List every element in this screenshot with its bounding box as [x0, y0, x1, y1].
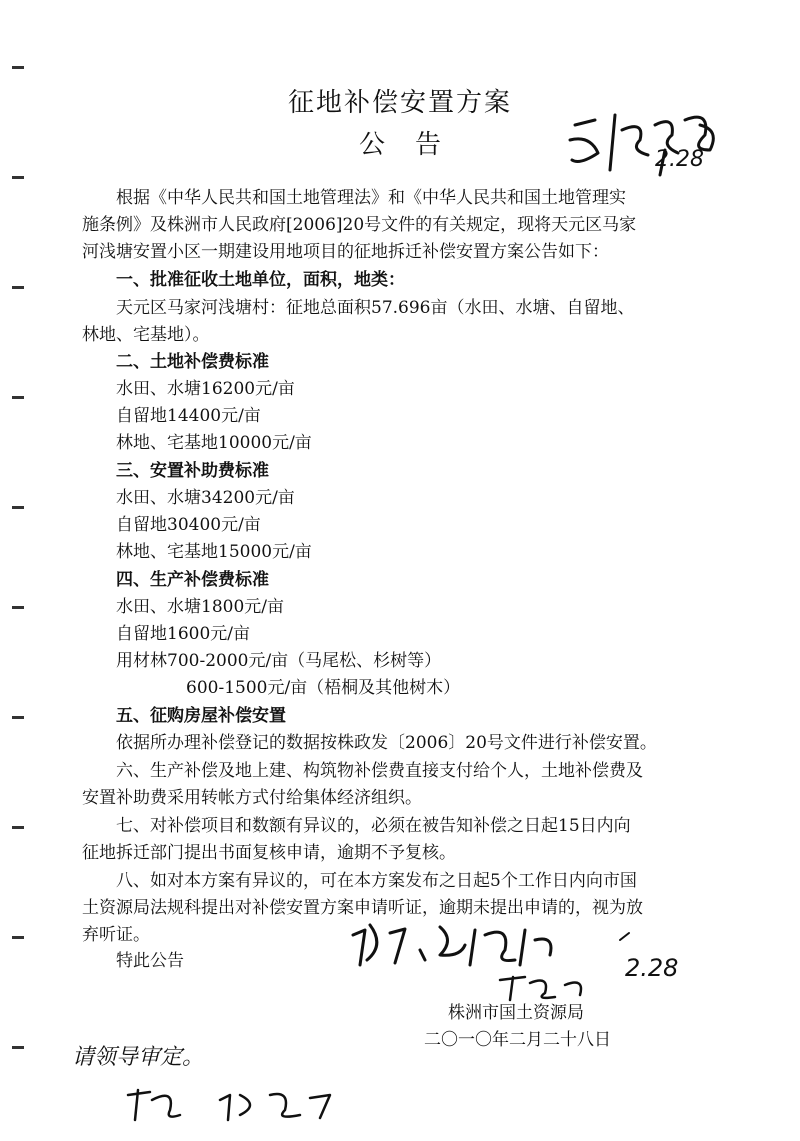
body-line: 六、生产补偿及地上建、构筑物补偿费直接支付给个人，土地补偿费及 [116, 761, 643, 781]
handwritten-signature-top-right [560, 95, 760, 190]
binder-mark [12, 826, 24, 829]
document-subtitle: 公告 [358, 130, 471, 160]
binder-mark [12, 506, 24, 509]
binder-mark [12, 396, 24, 399]
section-heading: 二、土地补偿费标准 [116, 352, 269, 372]
body-line: 天元区马家河浅塘村：征地总面积57.696亩（水田、水塘、自留地、 [116, 298, 635, 318]
binder-mark [12, 66, 24, 69]
body-line: 水田、水塘16200元/亩 [116, 379, 295, 399]
body-line: 用材林700-2000元/亩（马尾松、杉树等） [116, 651, 442, 671]
intro-line: 施条例》及株洲市人民政府[2006]20号文件的有关规定，现将天元区马家 [82, 215, 637, 235]
body-line: 林地、宅基地）。 [82, 325, 210, 345]
body-line: 林地、宅基地10000元/亩 [116, 433, 312, 453]
handwritten-date-right: 2.28 [625, 954, 679, 982]
body-line: 土资源局法规科提出对补偿安置方案申请听证，逾期未提出申请的，视为放 [82, 898, 643, 918]
binder-mark [12, 716, 24, 719]
binder-mark [12, 936, 24, 939]
body-line: 自留地30400元/亩 [116, 515, 261, 535]
section-heading: 五、征购房屋补偿安置 [116, 706, 286, 726]
binder-mark [12, 606, 24, 609]
body-line: 自留地14400元/亩 [116, 406, 261, 426]
handwritten-note: 请领导审定。 [72, 1045, 205, 1070]
body-line: 弃听证。 [82, 925, 150, 945]
body-line: 依据所办理补偿登记的数据按株政发〔2006〕20号文件进行补偿安置。 [116, 733, 657, 753]
body-line: 林地、宅基地15000元/亩 [116, 542, 312, 562]
body-line: 安置补助费采用转帐方式付给集体经济组织。 [82, 788, 422, 808]
intro-line: 河浅塘安置小区一期建设用地项目的征地拆迁补偿安置方案公告如下： [82, 242, 609, 262]
body-line: 征地拆迁部门提出书面复核申请，逾期不予复核。 [82, 843, 456, 863]
body-line: 自留地1600元/亩 [116, 624, 250, 644]
binder-mark [12, 286, 24, 289]
binder-mark [12, 1046, 24, 1049]
intro-line: 根据《中华人民共和国土地管理法》和《中华人民共和国土地管理实 [116, 188, 626, 208]
document-title: 征地补偿安置方案 [287, 88, 512, 118]
body-line: 八、如对本方案有异议的，可在本方案发布之日起5个工作日内向市国 [116, 871, 637, 891]
handwritten-signature-bottom [120, 1080, 350, 1125]
closing-text: 特此公告 [116, 951, 184, 971]
section-heading: 三、安置补助费标准 [116, 461, 269, 481]
section-heading: 四、生产补偿费标准 [116, 570, 269, 590]
body-line: 七、对补偿项目和数额有异议的，必须在被告知补偿之日起15日内向 [116, 816, 631, 836]
handwritten-initials [495, 965, 645, 1005]
issuer: 株洲市国土资源局 [448, 1003, 584, 1023]
handwritten-date-top: 2.28 [655, 147, 704, 172]
body-line: 水田、水塘1800元/亩 [116, 597, 284, 617]
binder-mark [12, 176, 24, 179]
body-line: 600-1500元/亩（梧桐及其他树木） [186, 678, 461, 698]
issue-date: 二〇一〇年二月二十八日 [424, 1030, 611, 1050]
body-line: 水田、水塘34200元/亩 [116, 488, 295, 508]
section-heading: 一、批准征收土地单位，面积，地类： [116, 270, 405, 290]
